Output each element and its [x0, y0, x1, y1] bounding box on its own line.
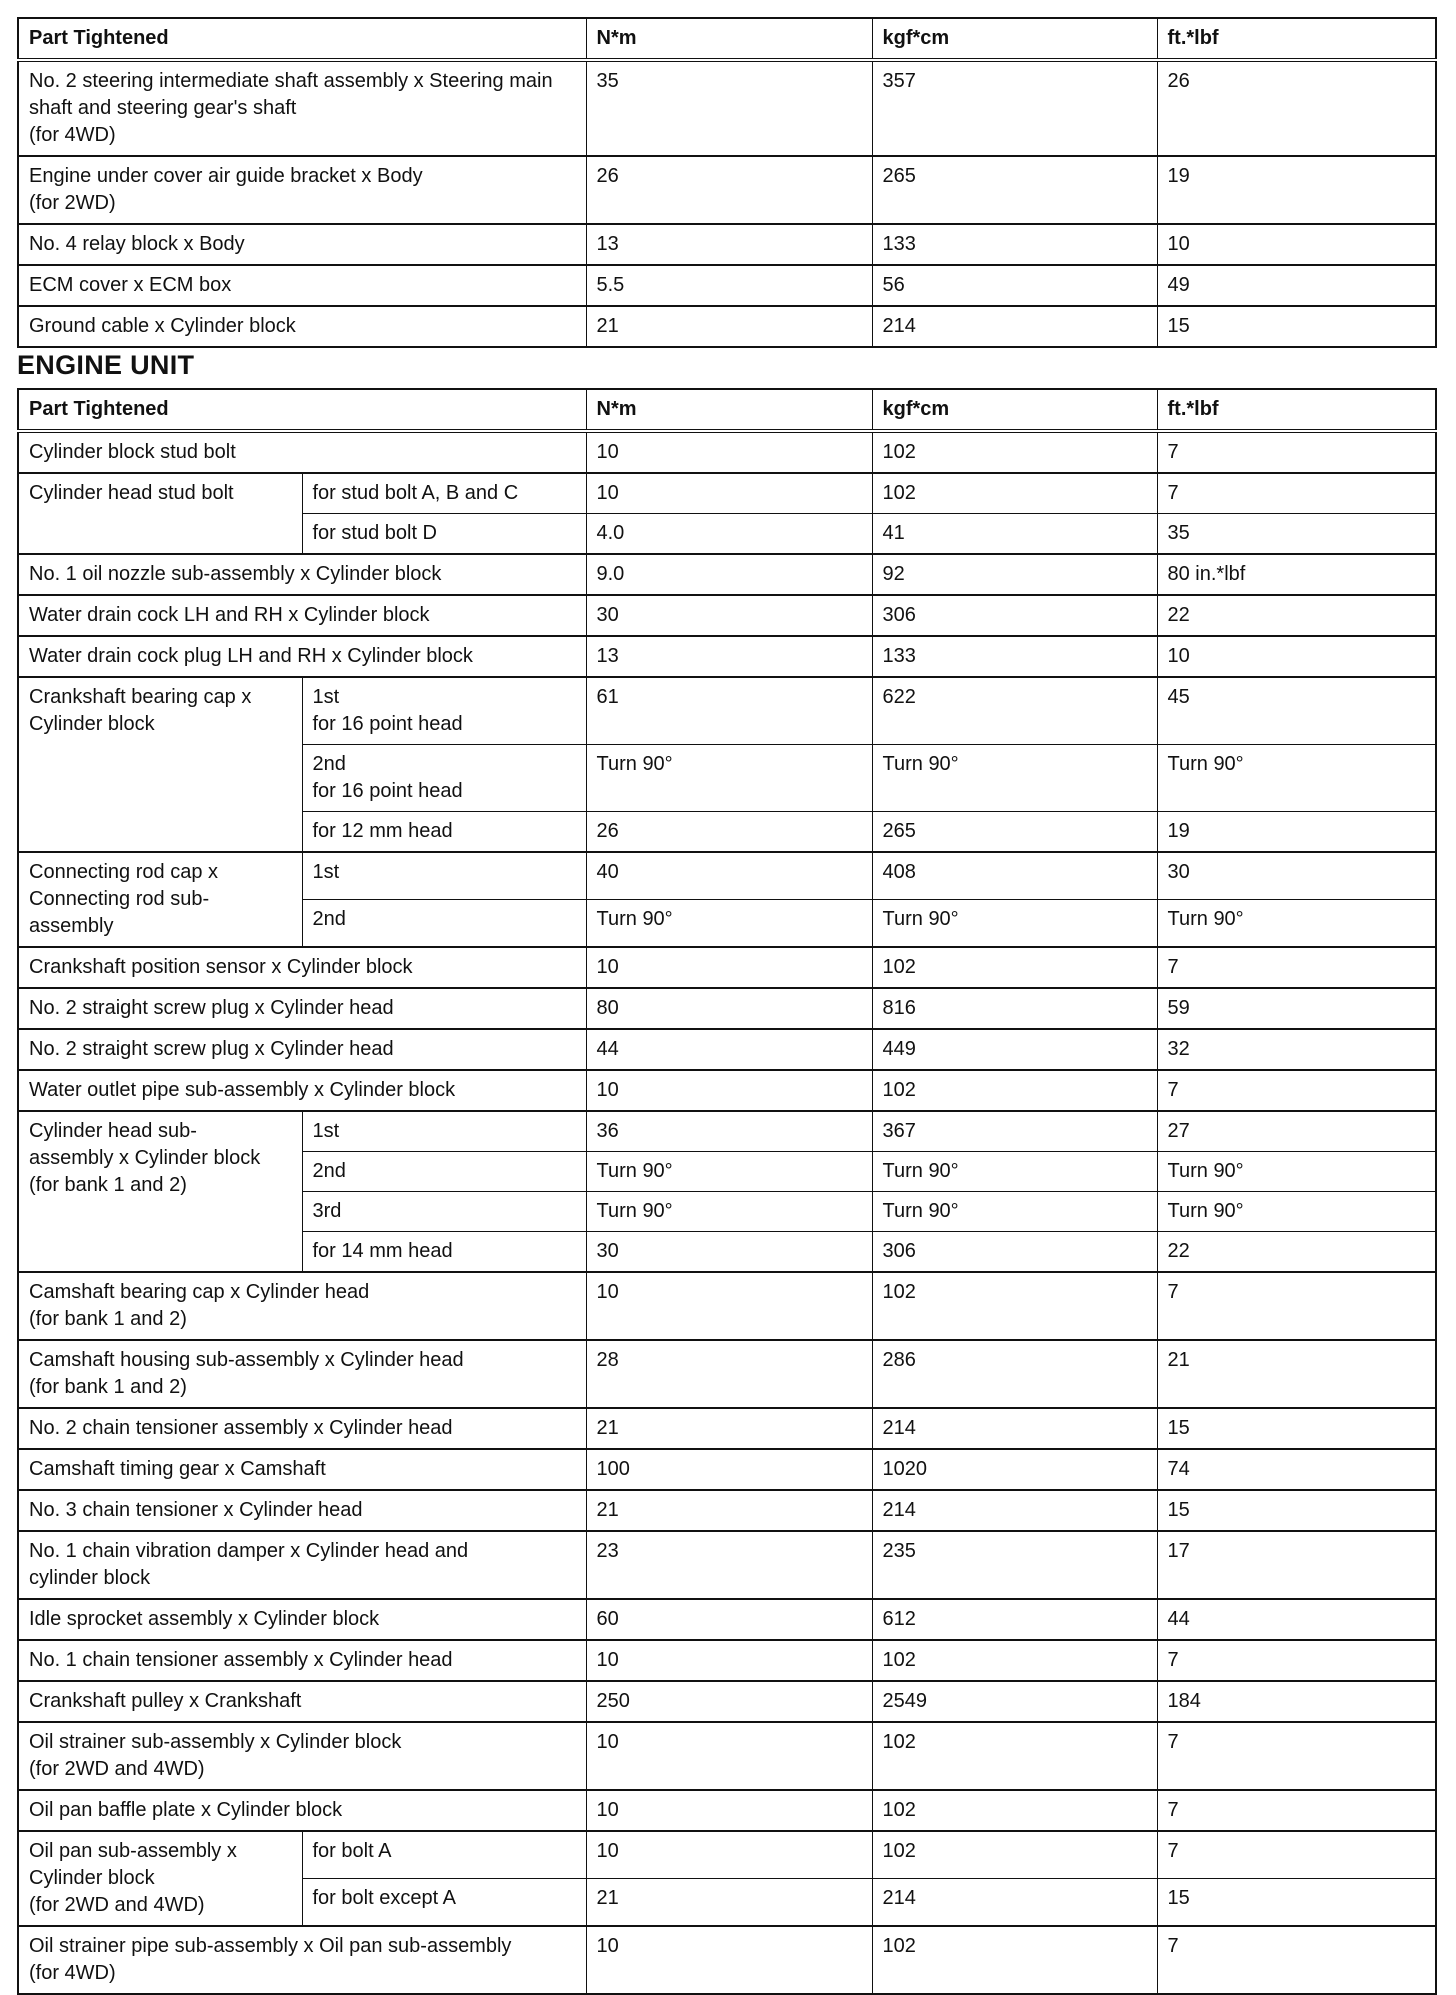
part-name: Water drain cock LH and RH x Cylinder block: [18, 595, 586, 636]
torque-kgf-cm: 92: [872, 554, 1157, 595]
torque-kgf-cm: 214: [872, 306, 1157, 347]
condition: 3rd: [302, 1192, 586, 1232]
torque-nm: 5.5: [586, 265, 872, 306]
torque-ft-lbf: 49: [1157, 265, 1436, 306]
torque-kgf-cm: 265: [872, 156, 1157, 224]
torque-kgf-cm: Turn 90°: [872, 900, 1157, 948]
torque-nm: 4.0: [586, 514, 872, 555]
part-name: No. 2 chain tensioner assembly x Cylinder head: [18, 1408, 586, 1449]
torque-ft-lbf: 22: [1157, 1232, 1436, 1273]
torque-kgf-cm: 214: [872, 1879, 1157, 1927]
torque-ft-lbf: 15: [1157, 1408, 1436, 1449]
header-kgf: kgf*cm: [872, 18, 1157, 60]
table-row: [18, 947, 1436, 988]
torque-ft-lbf: 7: [1157, 1926, 1436, 1994]
torque-nm: 100: [586, 1449, 872, 1490]
torque-table-engine-unit: [17, 388, 1437, 1995]
torque-ft-lbf: 10: [1157, 636, 1436, 677]
torque-ft-lbf: 19: [1157, 812, 1436, 853]
table-row: [18, 473, 1436, 514]
part-name: Camshaft housing sub-assembly x Cylinder head (for bank 1 and 2): [18, 1340, 586, 1408]
torque-kgf-cm: 816: [872, 988, 1157, 1029]
torque-ft-lbf: 19: [1157, 156, 1436, 224]
torque-ft-lbf: 32: [1157, 1029, 1436, 1070]
torque-ft-lbf: 184: [1157, 1681, 1436, 1722]
torque-nm: 30: [586, 1232, 872, 1273]
torque-kgf-cm: 2549: [872, 1681, 1157, 1722]
header-nm: N*m: [586, 389, 872, 431]
torque-kgf-cm: 102: [872, 1070, 1157, 1111]
torque-ft-lbf: 15: [1157, 306, 1436, 347]
condition: 1st for 16 point head: [302, 677, 586, 745]
torque-ft-lbf: Turn 90°: [1157, 900, 1436, 948]
torque-nm: 44: [586, 1029, 872, 1070]
condition: 1st: [302, 852, 586, 900]
table-row: [18, 1790, 1436, 1831]
torque-nm: 23: [586, 1531, 872, 1599]
torque-nm: 13: [586, 224, 872, 265]
condition: for bolt except A: [302, 1879, 586, 1927]
torque-ft-lbf: 7: [1157, 431, 1436, 473]
torque-ft-lbf: 10: [1157, 224, 1436, 265]
torque-nm: 10: [586, 1790, 872, 1831]
table-row: [18, 988, 1436, 1029]
part-name: Cylinder head sub- assembly x Cylinder block (for bank 1 and 2): [18, 1111, 302, 1272]
table-row: [18, 60, 1436, 156]
torque-kgf-cm: 265: [872, 812, 1157, 853]
torque-kgf-cm: 102: [872, 947, 1157, 988]
table-row: [18, 265, 1436, 306]
torque-ft-lbf: 7: [1157, 473, 1436, 514]
torque-table-top: [17, 17, 1437, 348]
part-name: Idle sprocket assembly x Cylinder block: [18, 1599, 586, 1640]
torque-nm: 26: [586, 812, 872, 853]
torque-kgf-cm: 357: [872, 60, 1157, 156]
torque-nm: 21: [586, 1490, 872, 1531]
header-ft: ft.*lbf: [1157, 18, 1436, 60]
torque-nm: 21: [586, 1408, 872, 1449]
table-row: [18, 1722, 1436, 1790]
part-name: No. 1 chain vibration damper x Cylinder head and cylinder block: [18, 1531, 586, 1599]
part-name: No. 2 steering intermediate shaft assembly x Steering main shaft and steering gear's shaft (for 4WD): [18, 60, 586, 156]
condition: for stud bolt D: [302, 514, 586, 555]
torque-nm: 60: [586, 1599, 872, 1640]
condition: 2nd for 16 point head: [302, 745, 586, 812]
torque-ft-lbf: 59: [1157, 988, 1436, 1029]
torque-nm: 9.0: [586, 554, 872, 595]
torque-kgf-cm: 102: [872, 1926, 1157, 1994]
torque-ft-lbf: Turn 90°: [1157, 745, 1436, 812]
table-row: [18, 1599, 1436, 1640]
torque-ft-lbf: 15: [1157, 1490, 1436, 1531]
part-name: Crankshaft bearing cap x Cylinder block: [18, 677, 302, 852]
torque-ft-lbf: 7: [1157, 1790, 1436, 1831]
header-kgf: kgf*cm: [872, 389, 1157, 431]
torque-ft-lbf: 21: [1157, 1340, 1436, 1408]
torque-ft-lbf: 27: [1157, 1111, 1436, 1152]
torque-nm: 10: [586, 1722, 872, 1790]
torque-nm: 10: [586, 947, 872, 988]
part-name: Engine under cover air guide bracket x Body (for 2WD): [18, 156, 586, 224]
torque-nm: 10: [586, 1831, 872, 1879]
table-row: [18, 1029, 1436, 1070]
torque-ft-lbf: 7: [1157, 1831, 1436, 1879]
part-name: No. 2 straight screw plug x Cylinder head: [18, 988, 586, 1029]
part-name: Crankshaft pulley x Crankshaft: [18, 1681, 586, 1722]
part-name: Cylinder block stud bolt: [18, 431, 586, 473]
table-row: [18, 1490, 1436, 1531]
condition: for 14 mm head: [302, 1232, 586, 1273]
torque-nm: 35: [586, 60, 872, 156]
table-row: [18, 224, 1436, 265]
torque-nm: Turn 90°: [586, 900, 872, 948]
header-part: Part Tightened: [18, 18, 586, 60]
condition: for stud bolt A, B and C: [302, 473, 586, 514]
table-row: [18, 1408, 1436, 1449]
torque-nm: 28: [586, 1340, 872, 1408]
torque-nm: Turn 90°: [586, 1152, 872, 1192]
torque-nm: 30: [586, 595, 872, 636]
table-row: [18, 636, 1436, 677]
torque-nm: 26: [586, 156, 872, 224]
torque-ft-lbf: 30: [1157, 852, 1436, 900]
condition: for bolt A: [302, 1831, 586, 1879]
torque-kgf-cm: 102: [872, 1790, 1157, 1831]
torque-nm: 10: [586, 431, 872, 473]
torque-nm: 250: [586, 1681, 872, 1722]
part-name: Ground cable x Cylinder block: [18, 306, 586, 347]
part-name: Cylinder head stud bolt: [18, 473, 302, 554]
torque-kgf-cm: Turn 90°: [872, 1152, 1157, 1192]
torque-kgf-cm: 102: [872, 1722, 1157, 1790]
torque-kgf-cm: 214: [872, 1490, 1157, 1531]
part-name: Camshaft timing gear x Camshaft: [18, 1449, 586, 1490]
torque-kgf-cm: 133: [872, 224, 1157, 265]
torque-ft-lbf: 22: [1157, 595, 1436, 636]
torque-nm: 10: [586, 473, 872, 514]
part-name: ECM cover x ECM box: [18, 265, 586, 306]
torque-nm: Turn 90°: [586, 1192, 872, 1232]
torque-kgf-cm: 367: [872, 1111, 1157, 1152]
torque-nm: 61: [586, 677, 872, 745]
torque-nm: Turn 90°: [586, 745, 872, 812]
part-name: Water outlet pipe sub-assembly x Cylinder block: [18, 1070, 586, 1111]
torque-ft-lbf: 17: [1157, 1531, 1436, 1599]
torque-kgf-cm: 102: [872, 1831, 1157, 1879]
torque-ft-lbf: 80 in.*lbf: [1157, 554, 1436, 595]
torque-ft-lbf: 26: [1157, 60, 1436, 156]
torque-kgf-cm: 102: [872, 1272, 1157, 1340]
torque-ft-lbf: 45: [1157, 677, 1436, 745]
header-part: Part Tightened: [18, 389, 586, 431]
torque-ft-lbf: 7: [1157, 947, 1436, 988]
torque-ft-lbf: 7: [1157, 1070, 1436, 1111]
table-row: [18, 306, 1436, 347]
table-row: [18, 852, 1436, 900]
torque-ft-lbf: 7: [1157, 1722, 1436, 1790]
torque-kgf-cm: 622: [872, 677, 1157, 745]
table-row: [18, 595, 1436, 636]
part-name: No. 3 chain tensioner x Cylinder head: [18, 1490, 586, 1531]
torque-kgf-cm: 408: [872, 852, 1157, 900]
torque-nm: 21: [586, 306, 872, 347]
torque-nm: 10: [586, 1640, 872, 1681]
table-row: [18, 1070, 1436, 1111]
part-name: Camshaft bearing cap x Cylinder head (for bank 1 and 2): [18, 1272, 586, 1340]
torque-nm: 10: [586, 1272, 872, 1340]
table-row: [18, 1831, 1436, 1879]
torque-kgf-cm: Turn 90°: [872, 1192, 1157, 1232]
part-name: Connecting rod cap x Connecting rod sub- assembly: [18, 852, 302, 947]
torque-kgf-cm: 286: [872, 1340, 1157, 1408]
part-name: Water drain cock plug LH and RH x Cylinder block: [18, 636, 586, 677]
torque-ft-lbf: 35: [1157, 514, 1436, 555]
table-row: [18, 677, 1436, 745]
condition: for 12 mm head: [302, 812, 586, 853]
table-row: [18, 1640, 1436, 1681]
torque-nm: 36: [586, 1111, 872, 1152]
torque-kgf-cm: 102: [872, 473, 1157, 514]
torque-ft-lbf: Turn 90°: [1157, 1192, 1436, 1232]
torque-kgf-cm: 56: [872, 265, 1157, 306]
condition: 2nd: [302, 900, 586, 948]
torque-kgf-cm: 612: [872, 1599, 1157, 1640]
table-row: [18, 156, 1436, 224]
torque-kgf-cm: Turn 90°: [872, 745, 1157, 812]
torque-ft-lbf: 7: [1157, 1272, 1436, 1340]
condition: 2nd: [302, 1152, 586, 1192]
torque-kgf-cm: 41: [872, 514, 1157, 555]
torque-nm: 10: [586, 1926, 872, 1994]
part-name: No. 1 oil nozzle sub-assembly x Cylinder block: [18, 554, 586, 595]
part-name: Oil pan baffle plate x Cylinder block: [18, 1790, 586, 1831]
table-row: [18, 1681, 1436, 1722]
part-name: No. 4 relay block x Body: [18, 224, 586, 265]
torque-nm: 40: [586, 852, 872, 900]
table-row: [18, 554, 1436, 595]
table-row: [18, 1340, 1436, 1408]
header-nm: N*m: [586, 18, 872, 60]
table-row: [18, 431, 1436, 473]
header-ft: ft.*lbf: [1157, 389, 1436, 431]
torque-ft-lbf: 74: [1157, 1449, 1436, 1490]
torque-kgf-cm: 102: [872, 1640, 1157, 1681]
table-row: [18, 1272, 1436, 1340]
table-row: [18, 1111, 1436, 1152]
part-name: Oil strainer pipe sub-assembly x Oil pan sub-assembly (for 4WD): [18, 1926, 586, 1994]
condition: 1st: [302, 1111, 586, 1152]
header-row: [18, 18, 1436, 60]
torque-ft-lbf: 7: [1157, 1640, 1436, 1681]
torque-kgf-cm: 102: [872, 431, 1157, 473]
torque-kgf-cm: 133: [872, 636, 1157, 677]
part-name: No. 2 straight screw plug x Cylinder head: [18, 1029, 586, 1070]
torque-ft-lbf: Turn 90°: [1157, 1152, 1436, 1192]
part-name: Oil strainer sub-assembly x Cylinder block (for 2WD and 4WD): [18, 1722, 586, 1790]
torque-nm: 80: [586, 988, 872, 1029]
torque-kgf-cm: 306: [872, 595, 1157, 636]
torque-nm: 10: [586, 1070, 872, 1111]
section-title-engine-unit: ENGINE UNIT: [17, 350, 195, 380]
header-row: [18, 389, 1436, 431]
torque-nm: 21: [586, 1879, 872, 1927]
part-name: No. 1 chain tensioner assembly x Cylinder head: [18, 1640, 586, 1681]
torque-ft-lbf: 15: [1157, 1879, 1436, 1927]
table-row: [18, 1531, 1436, 1599]
torque-nm: 13: [586, 636, 872, 677]
part-name: Crankshaft position sensor x Cylinder block: [18, 947, 586, 988]
torque-kgf-cm: 1020: [872, 1449, 1157, 1490]
table-row: [18, 1926, 1436, 1994]
torque-kgf-cm: 235: [872, 1531, 1157, 1599]
torque-kgf-cm: 306: [872, 1232, 1157, 1273]
torque-ft-lbf: 44: [1157, 1599, 1436, 1640]
table-row: [18, 1449, 1436, 1490]
torque-kgf-cm: 214: [872, 1408, 1157, 1449]
torque-kgf-cm: 449: [872, 1029, 1157, 1070]
part-name: Oil pan sub-assembly x Cylinder block (for 2WD and 4WD): [18, 1831, 302, 1926]
